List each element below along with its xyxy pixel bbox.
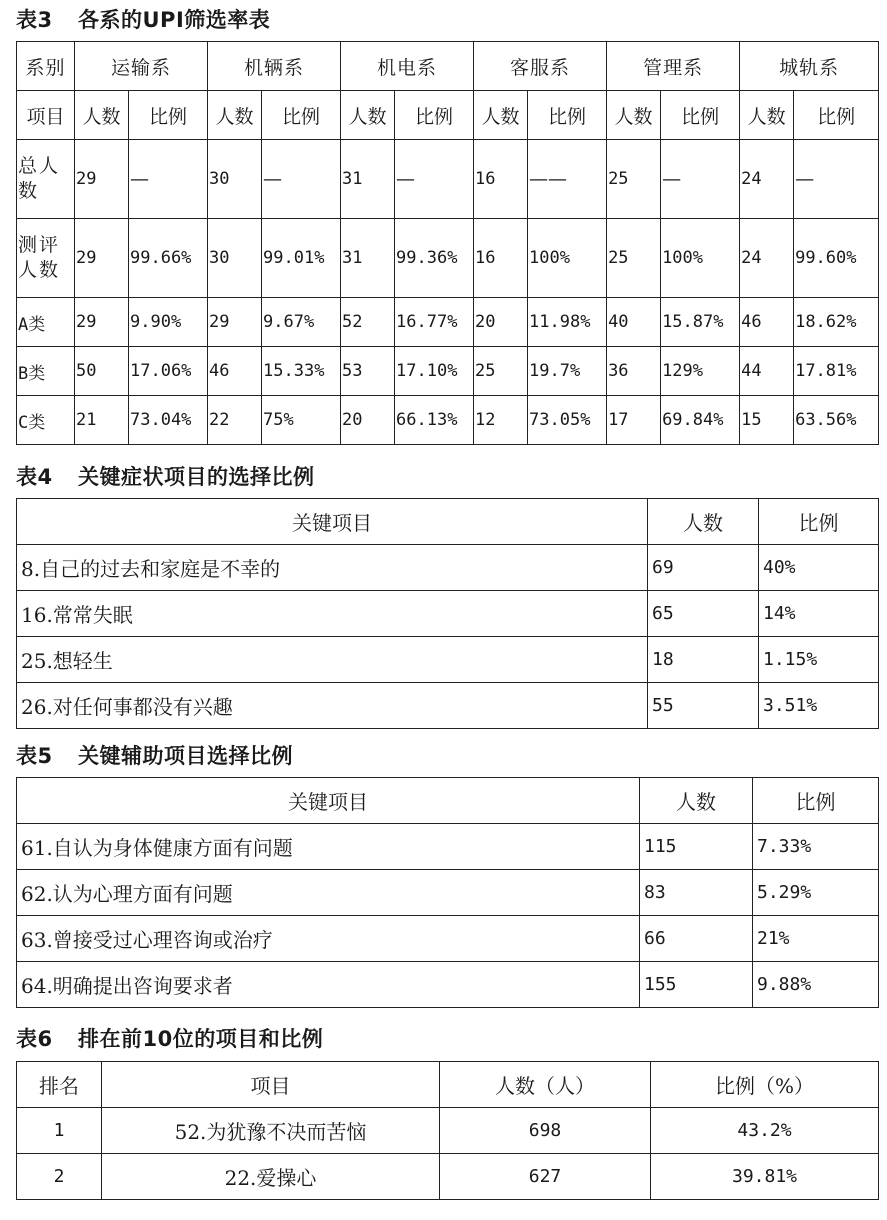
- table6-count-cell: 627: [440, 1154, 651, 1200]
- table3-row-label: C类: [17, 396, 75, 445]
- table3-row-class-a: [17, 298, 879, 347]
- table6-item-cell: 22.爱操心: [102, 1154, 440, 1200]
- table3-header-cell: 人数: [607, 91, 661, 140]
- table3-header-cell: 管理系: [607, 42, 740, 91]
- table5-header-cell: 关键项目: [17, 778, 640, 824]
- table4-count-cell: 18: [648, 637, 759, 683]
- table4-item-cell: 8.自己的过去和家庭是不幸的: [17, 545, 648, 591]
- table3-cell: 31: [341, 219, 395, 298]
- table4-count-cell: 55: [648, 683, 759, 729]
- table3-header-cell: 人数: [474, 91, 528, 140]
- table3-cell: 24: [740, 140, 794, 219]
- table3-upi-screening: [16, 41, 879, 445]
- table3-cell: 69.84%: [661, 396, 740, 445]
- table3-header-cell: 项目: [17, 91, 75, 140]
- table4-ratio-cell: 3.51%: [759, 683, 879, 729]
- table5-row: [17, 824, 879, 870]
- table5-ratio-cell: 7.33%: [753, 824, 879, 870]
- table3-cell: 29: [75, 140, 129, 219]
- table3-cell: 63.56%: [794, 396, 879, 445]
- table5-count-cell: 115: [640, 824, 753, 870]
- table3-cell: 100%: [528, 219, 607, 298]
- table3-cell: ——: [528, 140, 607, 219]
- table4-row: [17, 545, 879, 591]
- table3-caption: [16, 6, 270, 34]
- table3-row-class-b: [17, 347, 879, 396]
- table3-row-class-c: [17, 396, 879, 445]
- table3-cell: 46: [208, 347, 262, 396]
- table3-cell: 29: [75, 298, 129, 347]
- table4-count-cell: 65: [648, 591, 759, 637]
- table4-ratio-cell: 1.15%: [759, 637, 879, 683]
- table3-cell: 40: [607, 298, 661, 347]
- table3-cell: 15.33%: [262, 347, 341, 396]
- table3-cell: 15: [740, 396, 794, 445]
- table3-cell: —: [395, 140, 474, 219]
- table3-cell: 12: [474, 396, 528, 445]
- table3-header-row-departments: [17, 42, 879, 91]
- table3-header-cell: 比例: [661, 91, 740, 140]
- table3-cell: 129%: [661, 347, 740, 396]
- table3-cell: 9.90%: [129, 298, 208, 347]
- table3-row-label: B类: [17, 347, 75, 396]
- table3-cell: 99.60%: [794, 219, 879, 298]
- table3-header-cell: 客服系: [474, 42, 607, 91]
- table3-header-cell: 人数: [208, 91, 262, 140]
- table3-cell: 99.36%: [395, 219, 474, 298]
- table5-header-row: [17, 778, 879, 824]
- table3-cell: —: [661, 140, 740, 219]
- table3-header-cell: 机电系: [341, 42, 474, 91]
- table6-caption-title: 排在前10位的项目和比例: [78, 1027, 324, 1051]
- table6-item-cell: 52.为犹豫不决而苦恼: [102, 1108, 440, 1154]
- table6-row: [17, 1108, 879, 1154]
- table4-ratio-cell: 14%: [759, 591, 879, 637]
- table3-cell: 9.67%: [262, 298, 341, 347]
- table3-row-label: 测评人数: [17, 219, 75, 298]
- table4-item-cell: 25.想轻生: [17, 637, 648, 683]
- table3-cell: 25: [607, 219, 661, 298]
- table3-cell: 29: [75, 219, 129, 298]
- table4-row: [17, 683, 879, 729]
- table5-item-cell: 63.曾接受过心理咨询或治疗: [17, 916, 640, 962]
- table3-cell: —: [794, 140, 879, 219]
- table4-key-symptoms: [16, 498, 879, 729]
- table3-header-cell: 机辆系: [208, 42, 341, 91]
- table3-cell: 73.05%: [528, 396, 607, 445]
- table6-rank-cell: 2: [17, 1154, 102, 1200]
- table3-cell: 16: [474, 219, 528, 298]
- table3-cell: 17.81%: [794, 347, 879, 396]
- table4-count-cell: 69: [648, 545, 759, 591]
- table5-header-cell: 人数: [640, 778, 753, 824]
- table3-cell: 25: [474, 347, 528, 396]
- table5-item-cell: 64.明确提出咨询要求者: [17, 962, 640, 1008]
- table4-caption-title: 关键症状项目的选择比例: [78, 465, 315, 489]
- table5-count-cell: 155: [640, 962, 753, 1008]
- table5-header-cell: 比例: [753, 778, 879, 824]
- table3-cell: 73.04%: [129, 396, 208, 445]
- table3-header-cell: 比例: [395, 91, 474, 140]
- table3-cell: 17.10%: [395, 347, 474, 396]
- table3-cell: 17.06%: [129, 347, 208, 396]
- table4-ratio-cell: 40%: [759, 545, 879, 591]
- table3-cell: 11.98%: [528, 298, 607, 347]
- table5-caption-title: 关键辅助项目选择比例: [78, 744, 293, 768]
- table4-header-cell: 比例: [759, 499, 879, 545]
- table3-cell: 50: [75, 347, 129, 396]
- table3-caption-title: 各系的UPI筛选率表: [78, 8, 271, 32]
- table3-row-label: A类: [17, 298, 75, 347]
- table5-caption: [16, 742, 293, 770]
- table3-cell: 46: [740, 298, 794, 347]
- table3-header-cell: 比例: [794, 91, 879, 140]
- table5-item-cell: 61.自认为身体健康方面有问题: [17, 824, 640, 870]
- table4-row: [17, 637, 879, 683]
- table3-cell: 31: [341, 140, 395, 219]
- table3-header-row-fields: [17, 91, 879, 140]
- table6-top10-items: [16, 1061, 879, 1200]
- table3-cell: 30: [208, 219, 262, 298]
- table5-row: [17, 870, 879, 916]
- table3-cell: 52: [341, 298, 395, 347]
- table3-cell: 20: [474, 298, 528, 347]
- table6-ratio-cell: 43.2%: [651, 1108, 879, 1154]
- table3-cell: 19.7%: [528, 347, 607, 396]
- table3-cell: 25: [607, 140, 661, 219]
- table3-header-cell: 人数: [341, 91, 395, 140]
- table3-cell: 99.01%: [262, 219, 341, 298]
- table3-row-tested: [17, 219, 879, 298]
- table3-header-cell: 运输系: [75, 42, 208, 91]
- table6-rank-cell: 1: [17, 1108, 102, 1154]
- table3-header-cell: 城轨系: [740, 42, 879, 91]
- table6-header-cell: 人数（人）: [440, 1062, 651, 1108]
- table6-caption: [16, 1025, 323, 1053]
- table3-caption-number: 表3: [16, 8, 53, 32]
- table4-row: [17, 591, 879, 637]
- table3-header-cell: 比例: [262, 91, 341, 140]
- table6-count-cell: 698: [440, 1108, 651, 1154]
- table5-ratio-cell: 21%: [753, 916, 879, 962]
- table3-cell: 17: [607, 396, 661, 445]
- table3-cell: 30: [208, 140, 262, 219]
- table3-cell: 66.13%: [395, 396, 474, 445]
- table3-cell: 29: [208, 298, 262, 347]
- table4-item-cell: 16.常常失眠: [17, 591, 648, 637]
- table3-cell: 15.87%: [661, 298, 740, 347]
- table3-cell: 44: [740, 347, 794, 396]
- table6-row: [17, 1154, 879, 1200]
- table3-cell: 16: [474, 140, 528, 219]
- table5-count-cell: 66: [640, 916, 753, 962]
- table4-header-cell: 关键项目: [17, 499, 648, 545]
- table5-key-auxiliary-items: [16, 777, 879, 1008]
- table3-cell: 100%: [661, 219, 740, 298]
- table5-caption-number: 表5: [16, 744, 53, 768]
- table3-cell: 53: [341, 347, 395, 396]
- table3-cell: 22: [208, 396, 262, 445]
- table6-header-cell: 排名: [17, 1062, 102, 1108]
- table4-header-row: [17, 499, 879, 545]
- table6-header-cell: 比例（%）: [651, 1062, 879, 1108]
- table6-header-cell: 项目: [102, 1062, 440, 1108]
- table4-caption: [16, 463, 315, 491]
- table3-row-label: 总人数: [17, 140, 75, 219]
- table3-cell: 20: [341, 396, 395, 445]
- table3-header-cell: 人数: [75, 91, 129, 140]
- table6-caption-number: 表6: [16, 1027, 53, 1051]
- table6-header-row: [17, 1062, 879, 1108]
- table3-cell: 18.62%: [794, 298, 879, 347]
- table3-cell: —: [129, 140, 208, 219]
- table5-ratio-cell: 9.88%: [753, 962, 879, 1008]
- table3-header-cell: 比例: [129, 91, 208, 140]
- table5-item-cell: 62.认为心理方面有问题: [17, 870, 640, 916]
- table3-cell: —: [262, 140, 341, 219]
- table5-row: [17, 962, 879, 1008]
- table4-header-cell: 人数: [648, 499, 759, 545]
- table5-ratio-cell: 5.29%: [753, 870, 879, 916]
- table3-header-cell: 比例: [528, 91, 607, 140]
- table6-ratio-cell: 39.81%: [651, 1154, 879, 1200]
- table3-header-cell: 人数: [740, 91, 794, 140]
- table3-cell: 36: [607, 347, 661, 396]
- table3-cell: 75%: [262, 396, 341, 445]
- table3-row-total: [17, 140, 879, 219]
- table3-cell: 24: [740, 219, 794, 298]
- table3-cell: 16.77%: [395, 298, 474, 347]
- table4-item-cell: 26.对任何事都没有兴趣: [17, 683, 648, 729]
- table3-cell: 21: [75, 396, 129, 445]
- table5-count-cell: 83: [640, 870, 753, 916]
- table4-caption-number: 表4: [16, 465, 53, 489]
- table3-header-cell: 系别: [17, 42, 75, 91]
- table5-row: [17, 916, 879, 962]
- table3-cell: 99.66%: [129, 219, 208, 298]
